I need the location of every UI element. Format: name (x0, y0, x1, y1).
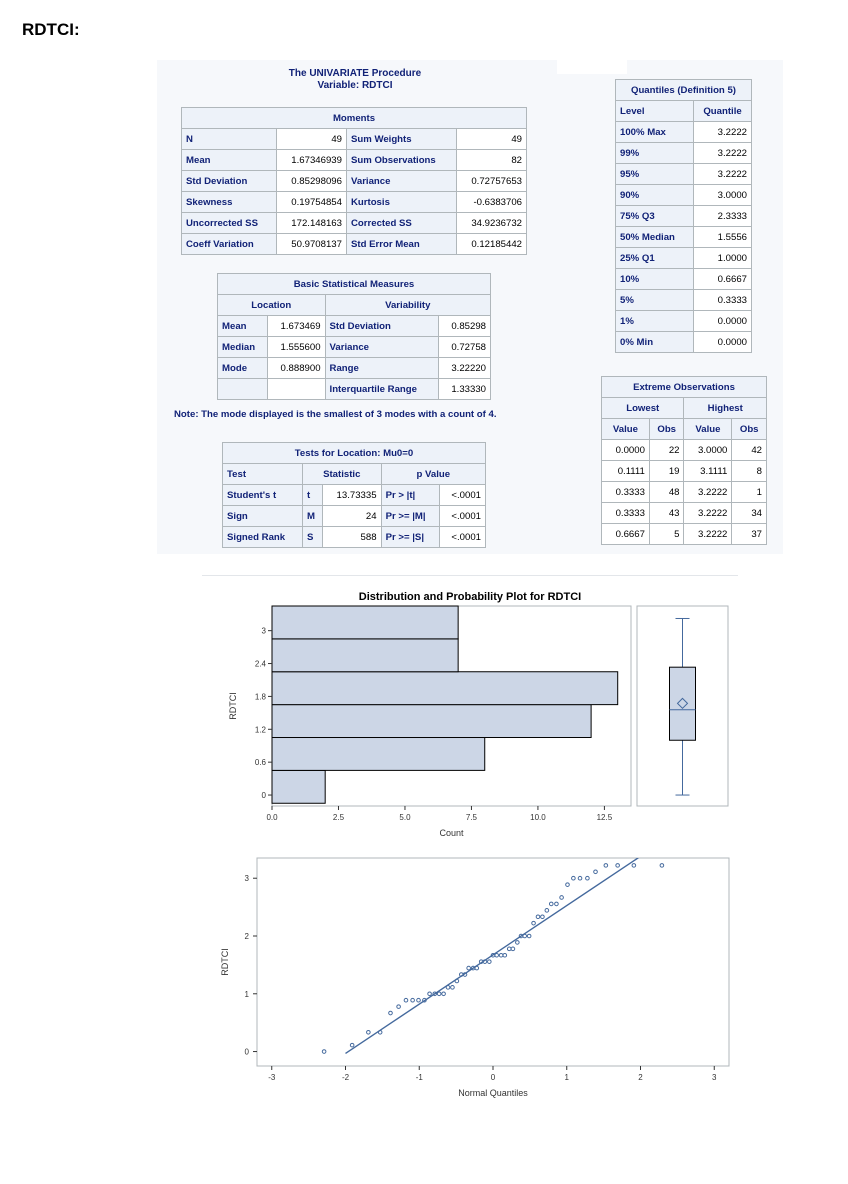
basic-measures-row-value: 0.72758 (439, 337, 491, 358)
tests-row-label: S (302, 527, 322, 548)
extremes-row (602, 524, 767, 545)
basic-measures-row-value: 3.22220 (439, 358, 491, 379)
x-tick-label: 0 (490, 1073, 496, 1082)
basic-measures-caption: Basic Statistical Measures (218, 274, 491, 295)
extremes-row-value: 48 (649, 482, 684, 503)
location-header: Location (218, 295, 326, 316)
tests-row-value: <.0001 (439, 527, 485, 548)
extremes-row-value: 0.1111 (602, 461, 650, 482)
tests-header-test: Test (223, 464, 303, 485)
moments-row (182, 234, 527, 255)
histogram-bar (272, 606, 458, 639)
moments-row (182, 192, 527, 213)
histogram-bar (272, 770, 325, 803)
extremes-row-value: 3.1111 (684, 461, 732, 482)
tests-row-label: M (302, 506, 322, 527)
moments-table (181, 107, 527, 255)
basic-measures-row-label: Interquartile Range (325, 379, 439, 400)
y-tick-label: 0 (261, 791, 266, 801)
quantiles-row-value: 3.2222 (694, 122, 752, 143)
quantiles-row-value: 0.0000 (694, 332, 752, 353)
quantiles-row (616, 248, 752, 269)
extremes-caption: Extreme Observations (602, 377, 767, 398)
quantiles-row (616, 185, 752, 206)
quantiles-row-value: 0.6667 (694, 269, 752, 290)
tests-row-label: Signed Rank (223, 527, 303, 548)
histogram-bar (272, 738, 485, 771)
y-tick-label: 0 (244, 1047, 249, 1057)
x-tick-label: 7.5 (465, 813, 478, 822)
tests-row (223, 527, 486, 548)
basic-measures-row (218, 358, 491, 379)
moments-row-value: -0.6383706 (456, 192, 526, 213)
x-tick-label: 3 (712, 1073, 717, 1082)
distribution-plot-panel (202, 575, 738, 1106)
quantiles-row-label: 99% (616, 143, 694, 164)
basic-measures-row (218, 379, 491, 400)
moments-row-value: 34.9236732 (456, 213, 526, 234)
extremes-row-value: 5 (649, 524, 684, 545)
moments-row-label: Sum Weights (346, 129, 456, 150)
quantiles-row-label: 50% Median (616, 227, 694, 248)
quantiles-row-value: 1.5556 (694, 227, 752, 248)
extremes-row-value: 37 (732, 524, 767, 545)
y-tick-label: 2 (244, 932, 249, 941)
basic-measures-row-label: Mode (218, 358, 268, 379)
tests-row-value: <.0001 (439, 506, 485, 527)
x-tick-label: 1 (564, 1073, 569, 1082)
quantiles-table (615, 79, 752, 353)
y-tick-label: 0.6 (254, 758, 266, 768)
extremes-row-value: 3.2222 (684, 524, 732, 545)
y-tick-label: 3 (261, 626, 266, 636)
histogram-bar (272, 639, 458, 672)
tests-row-label: Pr > |t| (381, 485, 439, 506)
extremes-row-value: 22 (649, 440, 684, 461)
tests-row (223, 485, 486, 506)
tests-row (223, 506, 486, 527)
quantiles-row-value: 3.2222 (694, 143, 752, 164)
quantiles-row-label: 1% (616, 311, 694, 332)
moments-row-value: 0.19754854 (276, 192, 346, 213)
moments-row-label: Corrected SS (346, 213, 456, 234)
extremes-col-header: Value (684, 419, 732, 440)
x-axis-label: Count (439, 828, 464, 838)
basic-measures-row-value: 0.85298 (439, 316, 491, 337)
extreme-observations-table (601, 376, 767, 545)
x-tick-label: -2 (341, 1073, 350, 1082)
x-tick-label: 0.0 (266, 813, 278, 822)
quantiles-row-label: 75% Q3 (616, 206, 694, 227)
extremes-col-header: Obs (732, 419, 767, 440)
quantiles-row (616, 290, 752, 311)
tests-caption: Tests for Location: Mu0=0 (223, 443, 486, 464)
mode-note: Note: The mode displayed is the smallest of 3 modes with a count of 4. (174, 409, 497, 420)
moments-row-value: 82 (456, 150, 526, 171)
extremes-col-header: Value (602, 419, 650, 440)
tests-header-statistic: Statistic (302, 464, 381, 485)
basic-measures-table (217, 273, 491, 400)
basic-measures-row-label: Mean (218, 316, 268, 337)
moments-row-value: 1.67346939 (276, 150, 346, 171)
tests-location-table (222, 442, 486, 548)
histogram-bar (272, 705, 591, 738)
extremes-row-value: 1 (732, 482, 767, 503)
extremes-row (602, 461, 767, 482)
moments-row-label: Kurtosis (346, 192, 456, 213)
y-tick-label: 1 (244, 989, 249, 999)
quantiles-caption: Quantiles (Definition 5) (616, 80, 752, 101)
quantiles-header-quantile: Quantile (694, 101, 752, 122)
basic-measures-row-label (218, 379, 268, 400)
quantiles-row-label: 0% Min (616, 332, 694, 353)
moments-row-value: 0.12185442 (456, 234, 526, 255)
distribution-probability-plot (202, 576, 738, 1106)
procedure-name: The UNIVARIATE Procedure (288, 68, 422, 79)
moments-row-value: 49 (276, 129, 346, 150)
quantiles-row (616, 269, 752, 290)
moments-row-label: N (182, 129, 277, 150)
histogram-bar (272, 672, 618, 705)
procedure-variable: Variable: RDTCI (317, 80, 393, 91)
basic-measures-row-value: 0.888900 (267, 358, 325, 379)
extremes-row (602, 440, 767, 461)
extremes-row-value: 0.6667 (602, 524, 650, 545)
moments-row (182, 213, 527, 234)
quantiles-row-value: 0.0000 (694, 311, 752, 332)
tests-row-label: Pr >= |S| (381, 527, 439, 548)
basic-measures-row (218, 316, 491, 337)
variability-header: Variability (325, 295, 490, 316)
extremes-highest-header: Highest (684, 398, 767, 419)
moments-row-label: Std Error Mean (346, 234, 456, 255)
quantiles-row-value: 3.2222 (694, 164, 752, 185)
extremes-row-value: 3.2222 (684, 482, 732, 503)
extremes-row-value: 34 (732, 503, 767, 524)
quantiles-row-label: 100% Max (616, 122, 694, 143)
moments-row-label: Mean (182, 150, 277, 171)
boxplot-box (670, 667, 696, 740)
quantiles-row-label: 95% (616, 164, 694, 185)
y-tick-label: 1.8 (254, 692, 266, 702)
extremes-row-value: 19 (649, 461, 684, 482)
quantiles-row (616, 143, 752, 164)
x-axis-label: Normal Quantiles (458, 1088, 528, 1098)
moments-caption: Moments (182, 108, 527, 129)
quantiles-row (616, 311, 752, 332)
quantiles-row (616, 206, 752, 227)
basic-measures-row-value: 1.33330 (439, 379, 491, 400)
extremes-row-value: 0.0000 (602, 440, 650, 461)
moments-row-value: 0.72757653 (456, 171, 526, 192)
extremes-row-value: 42 (732, 440, 767, 461)
quantiles-header-level: Level (616, 101, 694, 122)
quantiles-row (616, 227, 752, 248)
extremes-row-value: 8 (732, 461, 767, 482)
tests-row-label: Student's t (223, 485, 303, 506)
moments-row-value: 50.9708137 (276, 234, 346, 255)
quantiles-row-label: 5% (616, 290, 694, 311)
y-tick-label: 3 (244, 874, 249, 884)
moments-row-label: Std Deviation (182, 171, 277, 192)
moments-row-label: Sum Observations (346, 150, 456, 171)
x-tick-label: -1 (415, 1073, 423, 1082)
moments-row-value: 0.85298096 (276, 171, 346, 192)
extremes-row-value: 0.3333 (602, 482, 650, 503)
extremes-lowest-header: Lowest (602, 398, 684, 419)
extremes-col-header: Obs (649, 419, 684, 440)
quantiles-row-label: 10% (616, 269, 694, 290)
moments-row-label: Coeff Variation (182, 234, 277, 255)
moments-row-value: 49 (456, 129, 526, 150)
extremes-row-value: 43 (649, 503, 684, 524)
moments-row-label: Skewness (182, 192, 277, 213)
y-tick-label: 2.4 (254, 659, 266, 669)
moments-row-value: 172.148163 (276, 213, 346, 234)
x-tick-label: -3 (268, 1073, 276, 1082)
moments-row (182, 129, 527, 150)
tests-row-value: 588 (323, 527, 381, 548)
chart-title: Distribution and Probability Plot for RDTCI (358, 591, 582, 603)
quantiles-row (616, 332, 752, 353)
extremes-row-value: 3.2222 (684, 503, 732, 524)
y-tick-label: 1.2 (254, 725, 266, 735)
extremes-row (602, 503, 767, 524)
extremes-row-value: 3.0000 (684, 440, 732, 461)
tests-row-label: Pr >= |M| (381, 506, 439, 527)
basic-measures-row (218, 337, 491, 358)
x-tick-label: 5.0 (399, 813, 411, 822)
quantiles-row (616, 164, 752, 185)
y-axis-label: RDTCI (228, 692, 238, 720)
tests-row-label: Sign (223, 506, 303, 527)
extremes-row-value: 0.3333 (602, 503, 650, 524)
quantiles-row-value: 0.3333 (694, 290, 752, 311)
page-heading: RDTCI: (22, 20, 80, 39)
x-tick-label: 10.0 (530, 813, 546, 822)
basic-measures-row-label: Std Deviation (325, 316, 439, 337)
quantiles-row-label: 25% Q1 (616, 248, 694, 269)
procedure-title (250, 68, 460, 92)
tests-row-value: 24 (323, 506, 381, 527)
quantiles-row (616, 122, 752, 143)
basic-measures-row-label: Range (325, 358, 439, 379)
quantiles-row-value: 3.0000 (694, 185, 752, 206)
x-tick-label: 12.5 (596, 813, 613, 822)
tests-header-pvalue: p Value (381, 464, 485, 485)
y-axis-label: RDTCI (220, 948, 230, 976)
x-tick-label: 2.5 (332, 813, 345, 822)
quantiles-row-value: 2.3333 (694, 206, 752, 227)
basic-measures-row-label: Median (218, 337, 268, 358)
tests-row-value: <.0001 (439, 485, 485, 506)
basic-measures-row-value: 1.555600 (267, 337, 325, 358)
tests-row-value: 13.73335 (323, 485, 381, 506)
basic-measures-row-label: Variance (325, 337, 439, 358)
x-tick-label: 2 (638, 1073, 643, 1082)
qq-plot-area (257, 858, 729, 1066)
basic-measures-row-value: 1.673469 (267, 316, 325, 337)
output-panel-notch (557, 60, 627, 74)
moments-row-label: Variance (346, 171, 456, 192)
quantiles-row-value: 1.0000 (694, 248, 752, 269)
moments-row-label: Uncorrected SS (182, 213, 277, 234)
basic-measures-row-value (267, 379, 325, 400)
extremes-row (602, 482, 767, 503)
moments-row (182, 150, 527, 171)
moments-row (182, 171, 527, 192)
quantiles-row-label: 90% (616, 185, 694, 206)
tests-row-label: t (302, 485, 322, 506)
